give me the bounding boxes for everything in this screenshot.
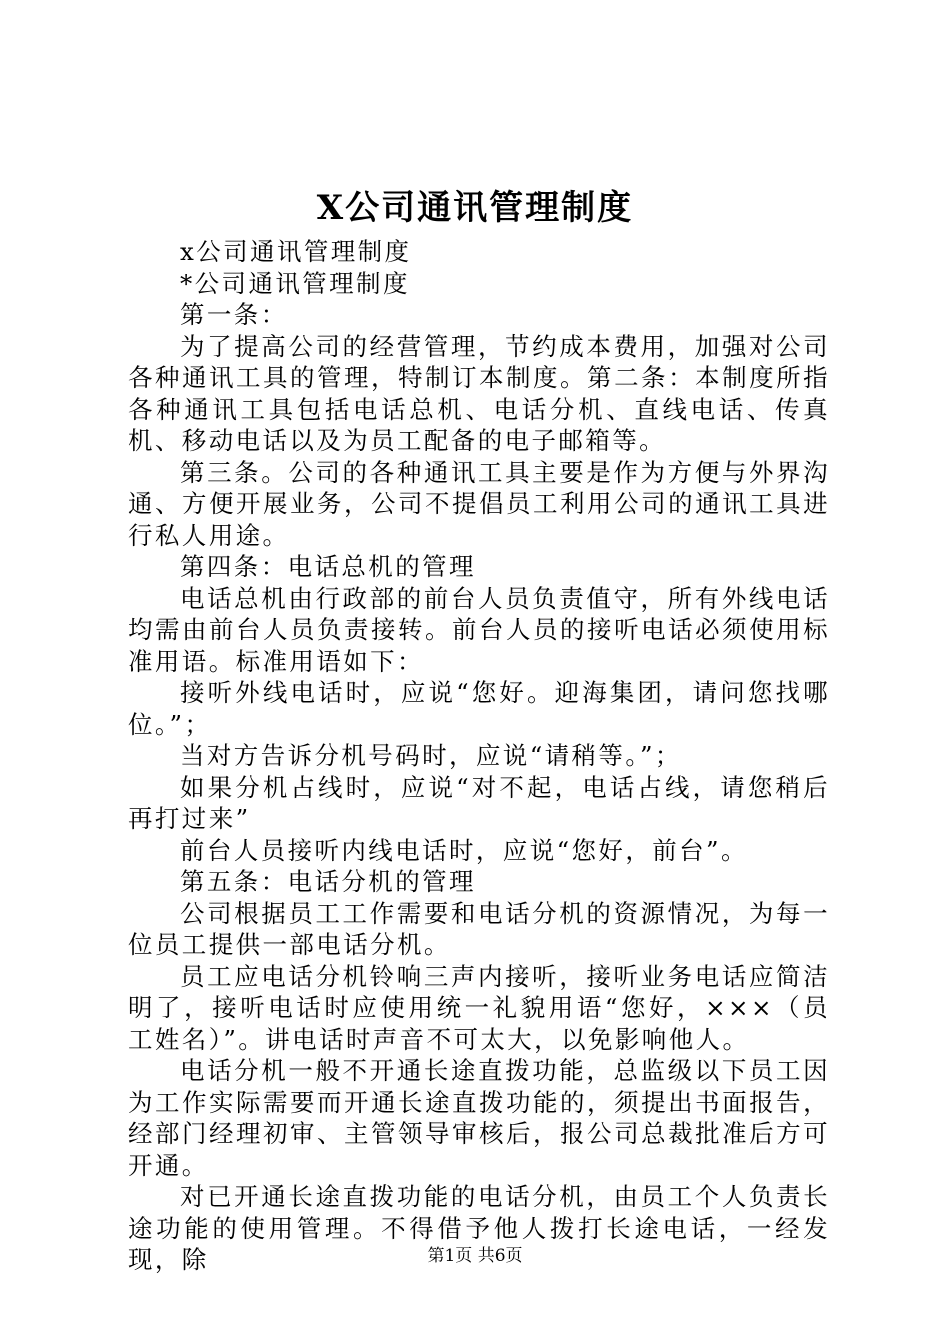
paragraph: 当对方告诉分机号码时，应说“请稍等。”； xyxy=(180,741,682,770)
paragraph: 为了提高公司的经营管理，节约成本费用，加强对公司各种通讯工具的管理，特制订本制度。第二条：本制度所指各种通讯工具包括电话总机、电话分机、直线电话、传真机、移动电话以及为员工配备的电子邮箱等。 xyxy=(128,331,830,455)
paragraph: 接听外线电话时，应说“您好。迎海集团，请问您找哪位。”； xyxy=(128,678,830,739)
paragraph: 第三条。公司的各种通讯工具主要是作为方便与外界沟通、方便开展业务，公司不提倡员工利用公司的通讯工具进行私人用途。 xyxy=(128,457,830,550)
paragraph: 第一条： xyxy=(180,300,288,329)
paragraph: 如果分机占线时，应说“对不起，电话占线，请您稍后再打过来” xyxy=(128,772,830,833)
page-footer: 第1页 共6页 xyxy=(427,1246,523,1266)
paragraph: 第四条：电话总机的管理 xyxy=(180,552,476,581)
document-body xyxy=(128,236,830,1276)
document-title: X公司通讯管理制度 xyxy=(316,188,634,228)
paragraph: x公司通讯管理制度 xyxy=(180,237,412,266)
paragraph: *公司通讯管理制度 xyxy=(180,268,410,298)
paragraph: 对已开通长途直拨功能的电话分机，由员工个人负责长途功能的使用管理。不得借予他人拨打长途电话，一经发现，除 xyxy=(128,1182,830,1274)
paragraph: 电话总机由行政部的前台人员负责值守，所有外线电话均需由前台人员负责接转。前台人员的接听电话必须使用标准用语。标准用语如下： xyxy=(128,583,830,676)
paragraph: 公司根据员工工作需要和电话分机的资源情况，为每一位员工提供一部电话分机。 xyxy=(128,898,830,959)
paragraph: 电话分机一般不开通长途直拨功能，总监级以下员工因为工作实际需要而开通长途直拨功能的，须提出书面报告，经部门经理初审、主管领导审核后，报公司总裁批准后方可开通。 xyxy=(128,1056,830,1180)
paragraph: 员工应电话分机铃响三声内接听，接听业务电话应简洁明了，接听电话时应使用统一礼貌用语“您好，×××（员工姓名）”。讲电话时声音不可太大，以免影响他人。 xyxy=(128,961,830,1054)
paragraph: 前台人员接听内线电话时，应说“您好，前台”。 xyxy=(180,835,748,865)
paragraph: 第五条：电话分机的管理 xyxy=(180,867,476,896)
